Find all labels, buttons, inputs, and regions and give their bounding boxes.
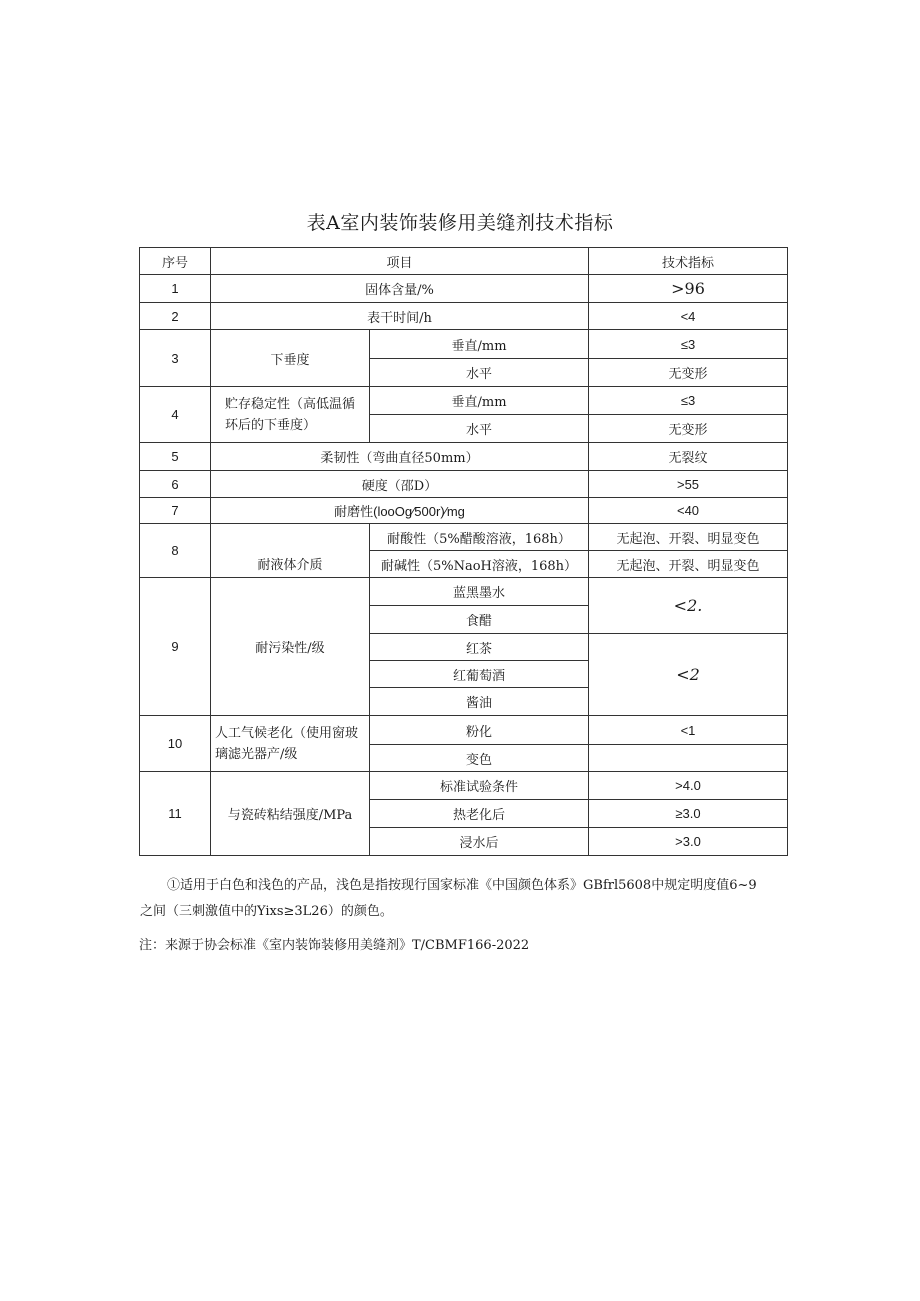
- row-value: 无变形: [589, 415, 788, 443]
- row-value: <40: [589, 498, 788, 524]
- header-item: 项目: [211, 248, 589, 275]
- table-row: [140, 524, 788, 551]
- row-value: ≥3.0: [589, 800, 788, 828]
- row-item: 硬度（邵D）: [211, 471, 589, 498]
- row-item: 柔韧性（弯曲直径50mm）: [211, 443, 589, 471]
- row-no: 5: [140, 443, 211, 471]
- row-subitem: 变色: [370, 745, 589, 772]
- row-no: 1: [140, 275, 211, 303]
- row-subitem: 酱油: [370, 688, 589, 716]
- table-row: [140, 578, 788, 606]
- row-value: >4.0: [589, 772, 788, 800]
- row-subitem: 红葡萄酒: [370, 661, 589, 688]
- row-value: 无变形: [589, 359, 788, 387]
- table-row: [140, 772, 788, 800]
- table-row: [140, 716, 788, 745]
- row-value: >55: [589, 471, 788, 498]
- row-value: <1: [589, 716, 788, 745]
- row-no: 7: [140, 498, 211, 524]
- footnote-line1: ①适用于白色和浅色的产品，浅色是指按现行国家标准《中国颜色体系》GBfrl5608中规定明度值6~9: [167, 878, 757, 893]
- row-subitem: 粉化: [370, 716, 589, 745]
- row-subitem: 水平: [370, 415, 589, 443]
- row-value: 无起泡、开裂、明显变色: [589, 524, 788, 551]
- row-subitem: 水平: [370, 359, 589, 387]
- row-subitem: 红茶: [370, 634, 589, 661]
- row-value: ≤3: [589, 387, 788, 415]
- row-subitem: 蓝黑墨水: [370, 578, 589, 606]
- row-no: 6: [140, 471, 211, 498]
- row-no: 9: [140, 578, 211, 716]
- row-value: <4: [589, 303, 788, 330]
- row-value: >96: [589, 275, 788, 303]
- row-no: 10: [140, 716, 211, 772]
- header-value: 技术指标: [589, 248, 788, 275]
- row-value: <2: [589, 634, 788, 716]
- header-row: [140, 248, 788, 275]
- table-row: [140, 330, 788, 359]
- table-row: [140, 303, 788, 330]
- row-subitem: 垂直/mm: [370, 387, 589, 415]
- row-item: 人工气候老化（使用窗玻璃滤光器产/级: [211, 716, 370, 772]
- spec-table: [139, 247, 788, 856]
- row-subitem: 耐酸性（5%醋酸溶液，168h）: [370, 524, 589, 551]
- header-no: 序号: [140, 248, 211, 275]
- row-no: 2: [140, 303, 211, 330]
- row-value: [589, 745, 788, 772]
- table-row: [140, 387, 788, 415]
- row-item: 耐液体介质: [211, 524, 370, 578]
- row-item: 下垂度: [211, 330, 370, 387]
- row-subitem: 耐碱性（5%NaoH溶液，168h）: [370, 551, 589, 578]
- row-no: 11: [140, 772, 211, 856]
- row-value: ≤3: [589, 330, 788, 359]
- row-subitem: 标准试验条件: [370, 772, 589, 800]
- row-item: 与瓷砖粘结强度/MPa: [211, 772, 370, 856]
- row-no: 8: [140, 524, 211, 578]
- footnote-line2: 之间（三刺激值中的Yixs≥3L26）的颜色。: [140, 904, 393, 919]
- table-row: [140, 498, 788, 524]
- row-item: 耐磨性(looOg∕500r)∕mg: [211, 498, 589, 524]
- row-item: 表干时间/h: [211, 303, 589, 330]
- footnote: [140, 873, 792, 925]
- row-item: 固体含量/%: [211, 275, 589, 303]
- row-value: 无裂纹: [589, 443, 788, 471]
- table-row: [140, 443, 788, 471]
- table-title: 表A室内装饰装修用美缝剂技术指标: [306, 212, 614, 234]
- row-no: 3: [140, 330, 211, 387]
- row-value: >3.0: [589, 828, 788, 856]
- table-row: [140, 471, 788, 498]
- row-subitem: 热老化后: [370, 800, 589, 828]
- row-item: 贮存稳定性（高低温循环后的下垂度）: [211, 387, 370, 443]
- source-note: 注：来源于协会标准《室内装饰装修用美缝剂》T/CBMF166-2022: [139, 938, 530, 953]
- row-no: 4: [140, 387, 211, 443]
- table-row: [140, 275, 788, 303]
- row-value: 无起泡、开裂、明显变色: [589, 551, 788, 578]
- row-value: <2.: [589, 578, 788, 634]
- row-item: 耐污染性/级: [211, 578, 370, 716]
- row-subitem: 垂直/mm: [370, 330, 589, 359]
- row-subitem: 浸水后: [370, 828, 589, 856]
- row-subitem: 食醋: [370, 606, 589, 634]
